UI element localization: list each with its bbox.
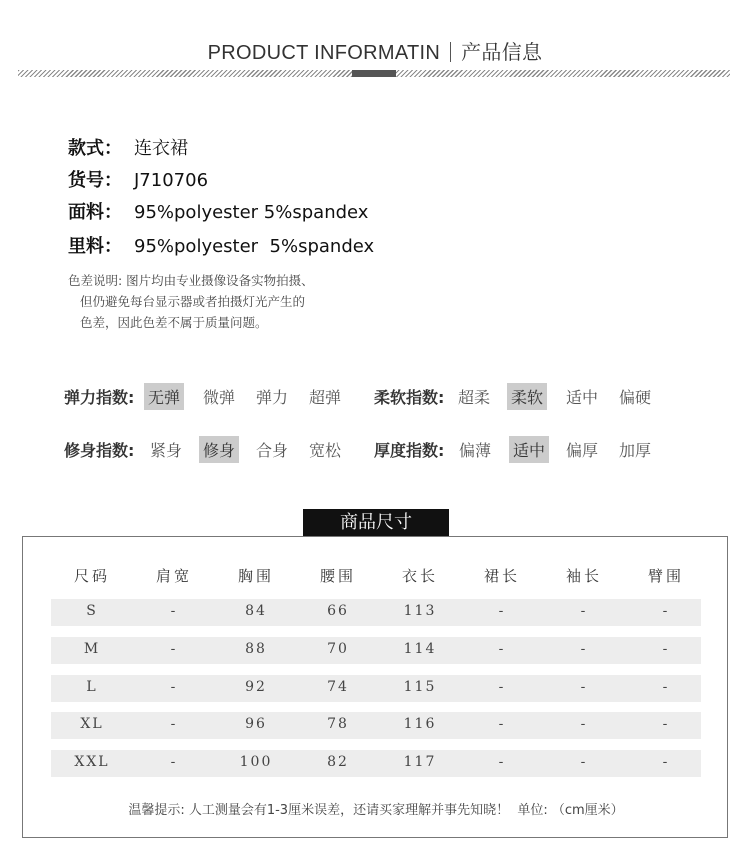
color-difference-note	[68, 270, 314, 333]
note-line: 但仍避免每台显示器或者拍摄灯光产生的	[80, 294, 306, 309]
fit-label: 修身指数:	[64, 441, 135, 460]
shoulder-cell: -	[170, 641, 178, 657]
size-cell: S	[86, 603, 98, 619]
header-title	[0, 36, 750, 65]
size-table-header	[51, 565, 701, 589]
spec-key: 款式：	[68, 138, 122, 159]
arm-cell: -	[662, 679, 670, 695]
bust-cell: 96	[245, 716, 267, 732]
elasticity-option: 弹力	[256, 388, 289, 407]
arm-cell: -	[662, 603, 670, 619]
size-table-footnote: 温馨提示: 人工测量会有1-3厘米误差，还请买家理解并事先知晓！ 单位: （cm厘米）	[128, 803, 624, 818]
spec-value: J710706	[134, 170, 209, 191]
spec-item-no	[68, 166, 208, 192]
fit-option: 合身	[256, 441, 289, 460]
note-line: 色差，因此色差不属于质量问题。	[80, 315, 268, 330]
arm-cell: -	[662, 641, 670, 657]
sleeve-cell: -	[580, 754, 588, 770]
spec-lining	[68, 232, 374, 258]
note-line: 色差说明: 图片均由专业摄像设备实物拍摄、	[68, 273, 314, 288]
waist-cell: 66	[327, 603, 349, 619]
header-cell: 臂围	[647, 567, 684, 585]
shoulder-cell: -	[170, 679, 178, 695]
header-cell: 胸围	[237, 567, 274, 585]
length-cell: 117	[403, 754, 437, 770]
spec-key: 货号：	[68, 170, 122, 191]
sleeve-cell: -	[580, 603, 588, 619]
softness-option: 适中	[566, 388, 599, 407]
skirt-length-cell: -	[498, 716, 506, 732]
fit-option: 宽松	[309, 441, 342, 460]
softness-label: 柔软指数:	[374, 388, 445, 407]
skirt-length-cell: -	[498, 679, 506, 695]
bust-cell: 92	[245, 679, 267, 695]
waist-cell: 70	[327, 641, 349, 657]
table-row	[51, 599, 701, 626]
length-cell: 116	[403, 716, 437, 732]
fit-option: 修身	[199, 436, 239, 463]
sleeve-cell: -	[580, 641, 588, 657]
arm-cell: -	[662, 754, 670, 770]
header-cell: 裙长	[483, 567, 520, 585]
spec-value: 95%polyester 5%spandex	[134, 202, 369, 223]
table-row	[51, 637, 701, 664]
spec-value: 95%polyester 5%spandex	[134, 236, 375, 257]
size-cell: XXL	[74, 754, 110, 770]
sleeve-cell: -	[580, 716, 588, 732]
table-row	[51, 712, 701, 739]
waist-cell: 74	[327, 679, 349, 695]
arm-cell: -	[662, 716, 670, 732]
softness-option: 柔软	[507, 383, 547, 410]
bust-cell: 100	[239, 754, 273, 770]
header-cell: 衣长	[401, 567, 438, 585]
size-table-tab: 商品尺寸	[303, 509, 449, 536]
spec-fabric	[68, 198, 368, 224]
skirt-length-cell: -	[498, 641, 506, 657]
waist-cell: 78	[327, 716, 349, 732]
elasticity-option: 超弹	[309, 388, 342, 407]
size-cell: XL	[80, 716, 104, 732]
header-hatch-accent	[352, 70, 396, 77]
header-cell: 腰围	[319, 567, 356, 585]
header-divider	[450, 42, 451, 62]
table-row	[51, 750, 701, 777]
size-cell: M	[83, 641, 101, 657]
spec-style	[68, 134, 188, 160]
size-table	[22, 536, 728, 838]
header-cell: 肩宽	[155, 567, 192, 585]
shoulder-cell: -	[170, 603, 178, 619]
thickness-option: 偏薄	[459, 441, 492, 460]
skirt-length-cell: -	[498, 754, 506, 770]
header-cell: 尺码	[73, 567, 110, 585]
spec-key: 里料：	[68, 236, 122, 257]
length-cell: 115	[403, 679, 437, 695]
bust-cell: 88	[245, 641, 267, 657]
elasticity-option: 微弹	[203, 388, 236, 407]
length-cell: 114	[403, 641, 437, 657]
table-row	[51, 675, 701, 702]
softness-option: 偏硬	[619, 388, 652, 407]
header-title-en: PRODUCT INFORMATIN	[207, 42, 441, 64]
spec-key: 面料：	[68, 202, 122, 223]
thickness-option: 适中	[509, 436, 549, 463]
softness-option: 超柔	[458, 388, 491, 407]
elasticity-option: 无弹	[144, 383, 184, 410]
thickness-option: 偏厚	[566, 441, 599, 460]
thickness-option: 加厚	[619, 441, 652, 460]
size-cell: L	[86, 679, 98, 695]
bust-cell: 84	[245, 603, 267, 619]
elasticity-label: 弹力指数:	[64, 388, 135, 407]
thickness-label: 厚度指数:	[374, 441, 445, 460]
length-cell: 113	[403, 603, 437, 619]
skirt-length-cell: -	[498, 603, 506, 619]
header-cell: 袖长	[565, 567, 602, 585]
header-title-cn: 产品信息	[461, 40, 543, 64]
sleeve-cell: -	[580, 679, 588, 695]
shoulder-cell: -	[170, 754, 178, 770]
shoulder-cell: -	[170, 716, 178, 732]
waist-cell: 82	[327, 754, 349, 770]
fit-option: 紧身	[150, 441, 183, 460]
spec-value: 连衣裙	[134, 138, 188, 159]
